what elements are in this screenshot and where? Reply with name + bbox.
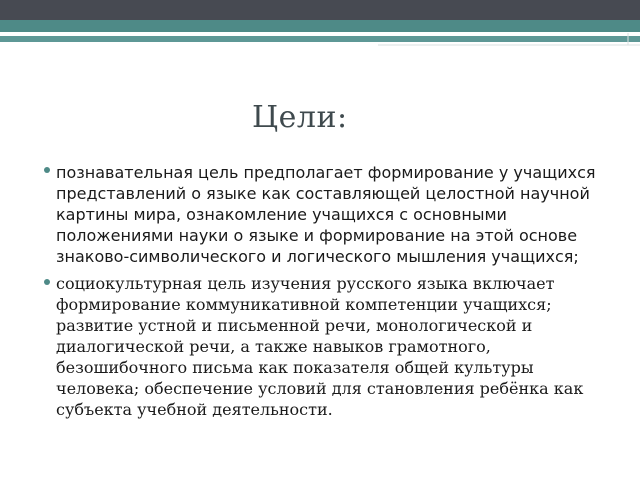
list-item	[44, 162, 604, 267]
bullet-marker-icon	[44, 279, 50, 285]
slide-title: Цели:	[252, 100, 348, 135]
bullet-text: познавательная цель предполагает формирование у учащихся представлений о языке как составляющей целостной научной картины мира, ознакомление учащихся с основными положениями науки о языке и формирование на этой основе знаково-символического и логического мышления учащихся;	[56, 163, 596, 266]
header-decoration	[378, 33, 640, 47]
header-band-dark	[0, 0, 640, 20]
bullet-marker-icon	[44, 167, 50, 173]
bullet-text: социокультурная цель изучения русского языка включает формирование коммуникативной компетенции учащихся; развитие устной и письменной речи, монологической и диалогической речи, а также навыков грамотного, безошибочного письма как показателя общей культуры человека; обеспечение условий для становления ребёнка как субъекта учебной деятельности.	[56, 274, 584, 419]
header-band-teal	[0, 20, 640, 32]
bullet-list	[44, 162, 604, 420]
list-item	[44, 273, 604, 420]
